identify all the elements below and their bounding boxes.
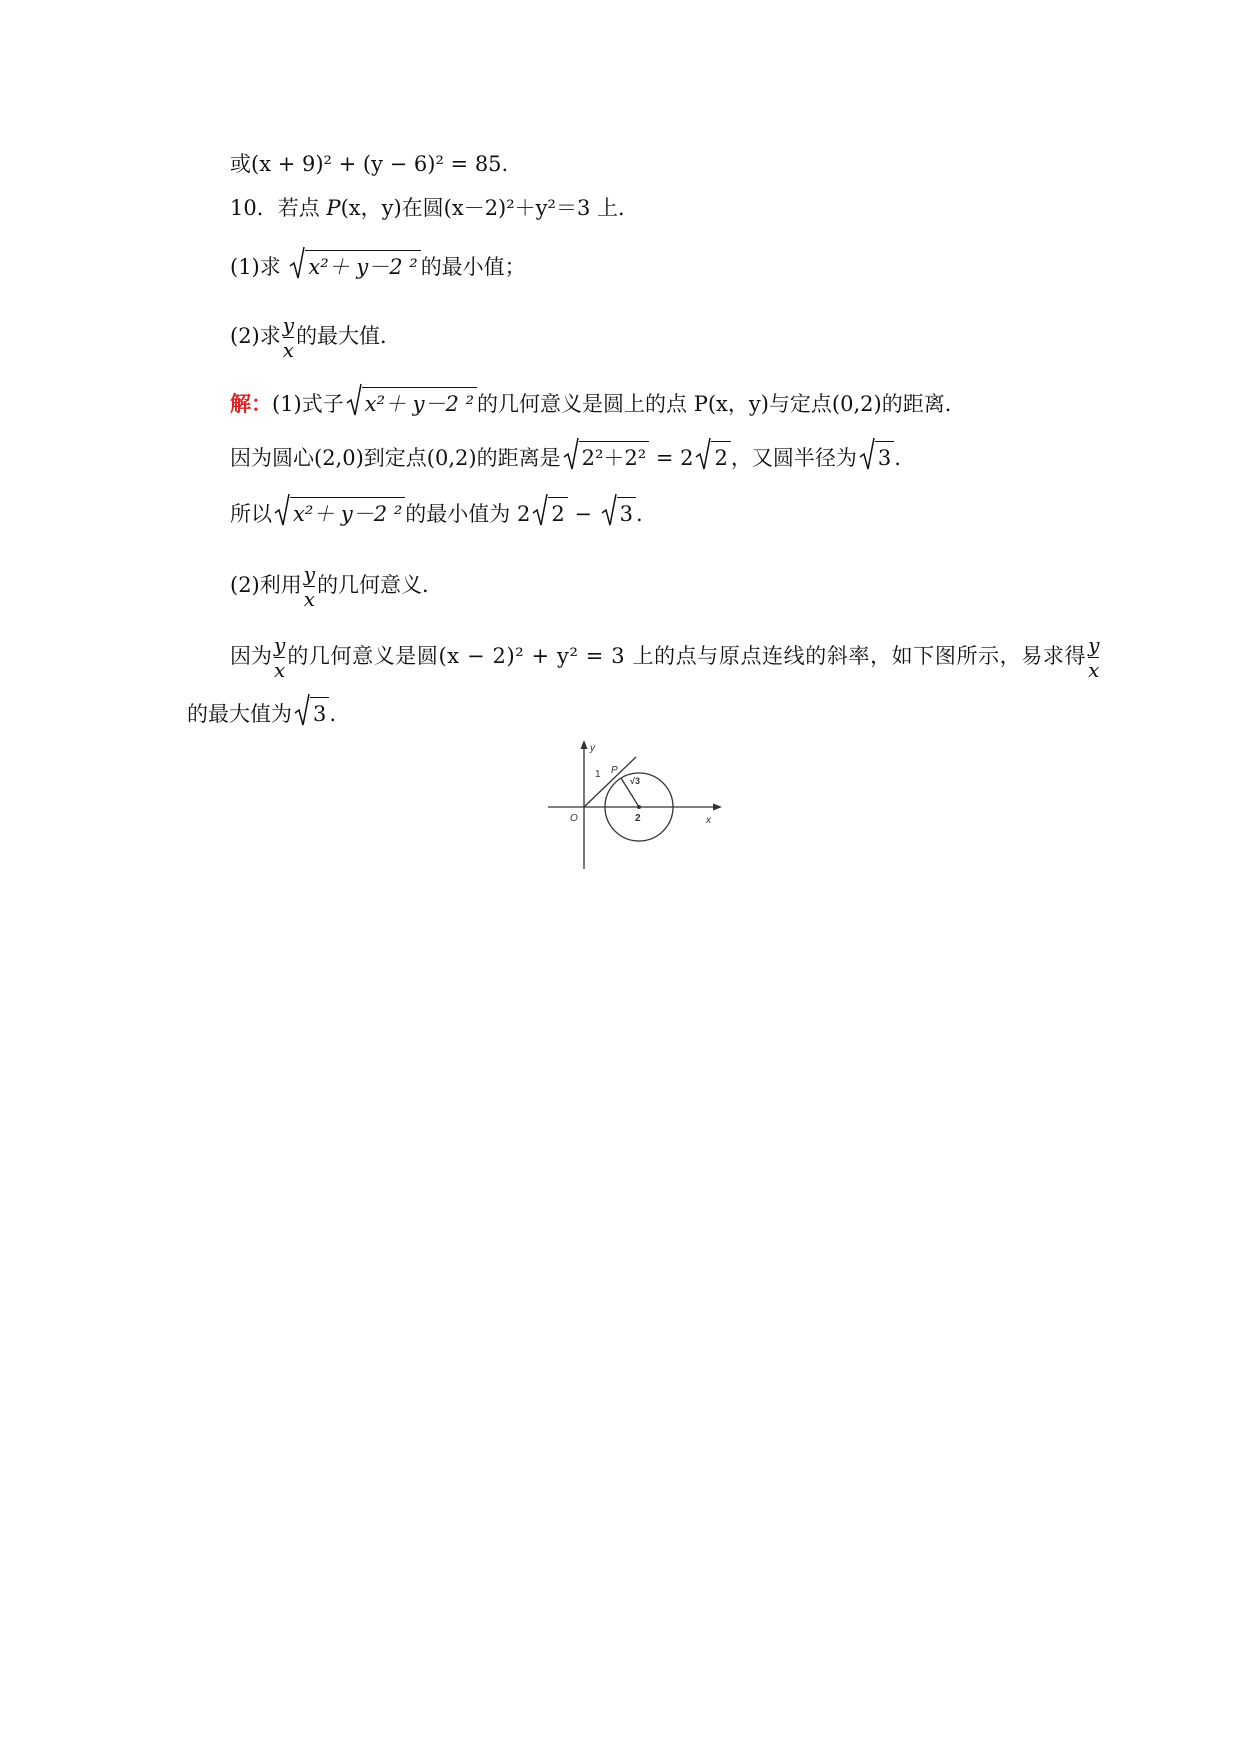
solution-text: 因为 — [230, 644, 272, 668]
radical-sign-icon — [289, 246, 305, 280]
solution-minimum-line — [230, 497, 643, 528]
label-two: 2 — [635, 813, 641, 824]
radicand: 2 — [548, 497, 567, 528]
y-axis-arrow-icon — [581, 740, 588, 749]
period: . — [894, 446, 901, 470]
question-text-3: 上． — [590, 196, 639, 220]
radicand: x²＋ y－2 ² — [290, 497, 405, 528]
radicand: 2 — [711, 441, 730, 472]
solution-max-line — [187, 697, 336, 728]
point-p: P — [326, 196, 341, 220]
radicand: 3 — [875, 441, 894, 472]
question-text-2: 在圆 — [401, 196, 444, 220]
radicand: 2²＋2² — [579, 441, 650, 472]
radical-sign-icon — [274, 493, 290, 527]
radical-sign-icon — [532, 493, 548, 527]
radical-sign-icon — [346, 383, 362, 417]
question-10 — [230, 194, 639, 222]
fraction-numerator: y — [274, 633, 286, 657]
x-axis-arrow-icon — [713, 804, 722, 811]
sqrt-3 — [294, 697, 329, 728]
or-prefix: 或 — [230, 152, 251, 176]
fraction-y-over-x — [283, 314, 294, 361]
label-y: y — [590, 743, 595, 754]
label-origin: O — [570, 813, 578, 824]
geometry-figure — [540, 735, 740, 875]
solution-text-2: 的最小值为 2 — [405, 502, 531, 526]
fraction-denominator: x — [274, 658, 286, 682]
radical-sign-icon — [859, 437, 875, 471]
solution-label: (2)利用 — [230, 573, 302, 597]
solution-text: 所以 — [230, 502, 272, 526]
label-x: x — [706, 815, 711, 826]
point-coords: (x，y) — [340, 196, 402, 220]
sqrt-expression — [289, 250, 420, 281]
fraction-denominator: x — [303, 587, 316, 611]
question-number: 10． — [230, 196, 278, 220]
solution-tag: 解： — [230, 391, 272, 416]
subquestion-tail: 的最大值． — [296, 324, 402, 348]
sqrt-2 — [695, 441, 730, 472]
question-text: 若点 — [277, 196, 327, 220]
solution-text-2: ，又圆半径为 — [730, 446, 857, 470]
subquestion-label: (2)求 — [230, 324, 281, 348]
label-one: 1 — [595, 769, 601, 780]
minus-sign: − — [567, 502, 599, 526]
fraction-numerator: y — [282, 313, 295, 337]
sqrt-expression — [274, 497, 405, 528]
radical-sign-icon — [695, 437, 711, 471]
radicand: x²＋ y－2 ² — [362, 387, 477, 418]
sqrt-3 — [601, 497, 636, 528]
sqrt-2 — [532, 497, 567, 528]
label-point-p: P — [611, 765, 618, 776]
fraction-denominator: x — [1088, 658, 1100, 682]
solution-text: 的最大值为 — [187, 702, 292, 726]
sqrt-expression — [346, 387, 477, 418]
fraction-y-over-x — [274, 634, 285, 681]
line-or-equation — [230, 150, 508, 178]
radicand: 3 — [310, 697, 329, 728]
solution-slope-line — [230, 634, 1101, 681]
radicand: x²＋ y－2 ² — [305, 250, 420, 281]
subquestion-2 — [230, 314, 401, 361]
label-sqrt3: √3 — [630, 776, 640, 786]
sqrt-expression — [563, 441, 650, 472]
fraction-numerator: y — [1088, 633, 1100, 657]
subquestion-tail: 的最小值； — [420, 255, 526, 279]
circle-equation: (x－2)²＋y²＝3 — [443, 196, 591, 220]
fraction-y-over-x — [304, 563, 315, 610]
radical-sign-icon — [294, 693, 310, 727]
fraction-numerator: y — [303, 562, 316, 586]
sqrt-3 — [859, 441, 894, 472]
solution-distance-line — [230, 441, 901, 472]
radical-sign-icon — [563, 437, 579, 471]
solution-label: (1)式子 — [272, 392, 344, 416]
subquestion-1 — [230, 250, 526, 281]
equals-text: = 2 — [649, 446, 694, 470]
period: . — [329, 702, 337, 726]
solution-tail: 的几何意义． — [317, 573, 444, 597]
solution-part-1 — [230, 387, 966, 418]
period: . — [636, 502, 643, 526]
radicand: 3 — [617, 497, 636, 528]
fraction-denominator: x — [282, 338, 295, 362]
solution-part-2 — [230, 563, 443, 610]
subquestion-label: (1)求 — [230, 255, 288, 279]
solution-text: 因为圆心(2,0)到定点(0,2)的距离是 — [230, 446, 561, 470]
radical-sign-icon — [601, 493, 617, 527]
fraction-y-over-x-2 — [1088, 634, 1099, 681]
tangent-line — [584, 757, 636, 807]
solution-text-2: 的几何意义是圆(x − 2)² + y² = 3 上的点与原点连线的斜率，如下图所示，易求得 — [287, 644, 1087, 668]
solution-tail: 的几何意义是圆上的点 P(x，y)与定点(0,2)的距离． — [477, 392, 966, 416]
equation-text: (x + 9)² + (y − 6)² = 85. — [251, 152, 509, 176]
